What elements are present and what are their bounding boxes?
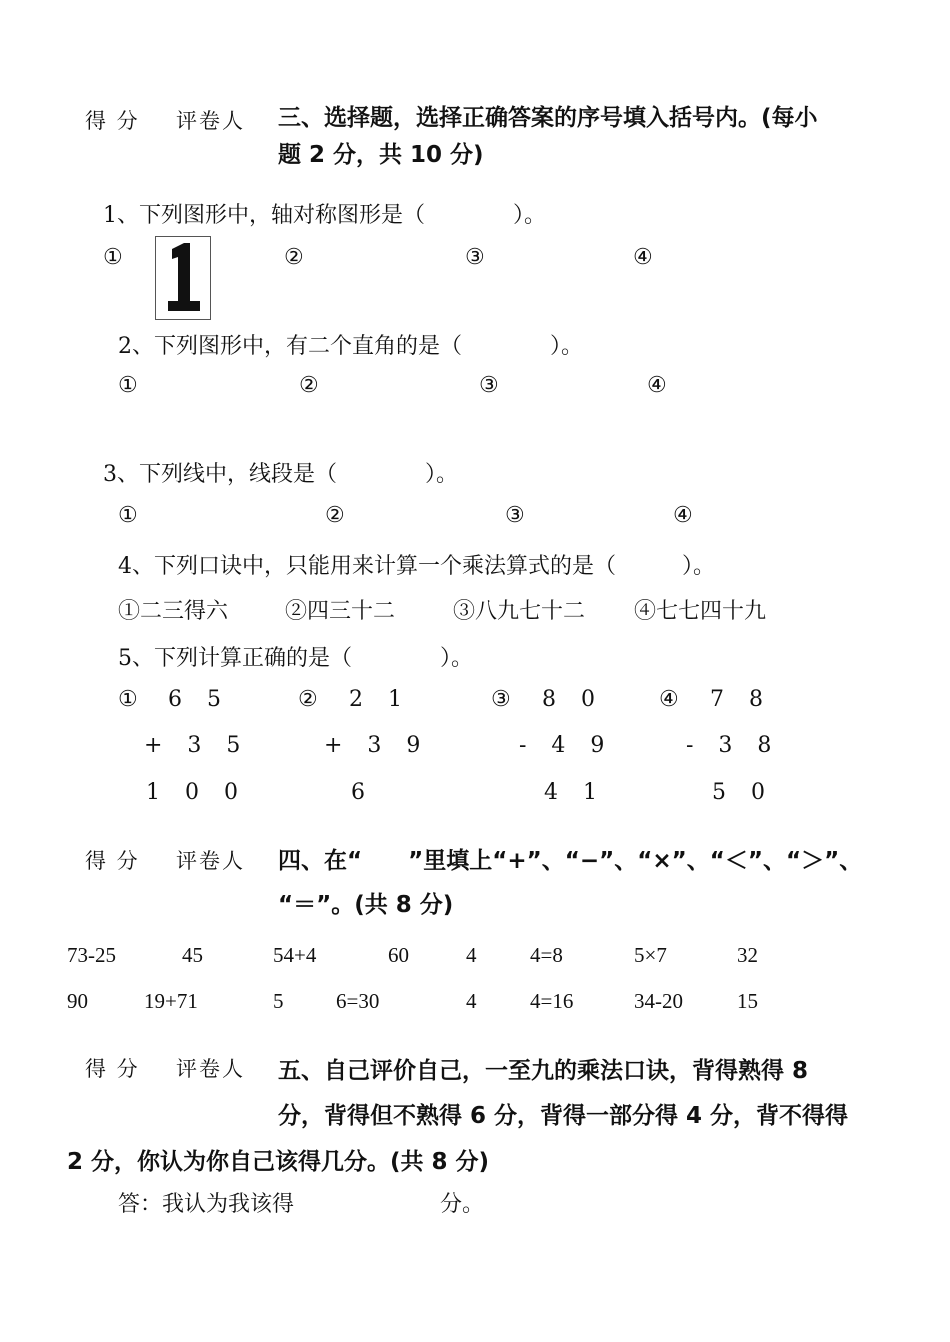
question-4: 4、下列口诀中，只能用来计算一个乘法算式的是（ ）。 (118, 554, 715, 579)
q4-option-4: ④七七四十九 (634, 599, 767, 624)
fill-row-2-item: 5 (273, 989, 284, 1013)
answer-suffix: 分。 (440, 1192, 485, 1217)
q5-option-4-result: 5 0 (712, 780, 774, 805)
score-label: 得 分 (85, 849, 140, 873)
q5-option-1-operand: + 3 5 (144, 733, 250, 758)
q3-option-1-marker: ① (118, 503, 138, 528)
score-label: 得 分 (85, 1057, 140, 1081)
question-3: 3、下列线中，线段是（ ）。 (103, 462, 458, 487)
q5-option-2-marker: ② (298, 687, 318, 712)
q5-option-1-marker: ① (118, 687, 138, 712)
section-title-cont: 分，背得但不熟得 6 分，背得一部分得 4 分，背不得得 (278, 1103, 849, 1129)
q2-option-1-marker: ① (118, 373, 138, 398)
section-title: 四、在“ ”里填上“+”、“−”、“×”、“＜”、“＞”、 (278, 848, 863, 874)
q5-option-1-top: 6 5 (168, 687, 230, 712)
q3-option-4-marker: ④ (673, 503, 693, 528)
q5-option-4-top: 7 8 (710, 687, 772, 712)
question-1: 1、下列图形中，轴对称图形是（ ）。 (103, 203, 546, 228)
fill-row-1-item: 4=8 (530, 943, 563, 967)
section-title-cont: 2 分，你认为你自己该得几分。(共 8 分) (67, 1149, 490, 1175)
fill-row-2-item: 6=30 (336, 989, 380, 1013)
q2-option-4-marker: ④ (647, 373, 667, 398)
fill-row-2-item: 34-20 (634, 989, 683, 1013)
q4-option-2: ②四三十二 (285, 599, 396, 624)
question-2: 2、下列图形中，有二个直角的是（ ）。 (118, 334, 583, 359)
fill-row-2-item: 4=16 (530, 989, 574, 1013)
q3-option-3-marker: ③ (505, 503, 525, 528)
q5-option-2-top: 2 1 (349, 687, 411, 712)
section-title-cont: 题 2 分，共 10 分) (278, 142, 484, 168)
fill-row-2-item: 90 (67, 989, 88, 1013)
fill-row-1-item: 5×7 (634, 943, 667, 967)
q2-option-3-marker: ③ (479, 373, 499, 398)
q1-figure-digit-one (155, 236, 211, 320)
q2-option-2-marker: ② (299, 373, 319, 398)
q1-option-1-marker: ① (103, 245, 123, 270)
reviewer-label: 评卷人 (176, 109, 245, 133)
q5-option-3-operand: - 4 9 (519, 733, 614, 758)
fill-row-2-item: 4 (466, 989, 477, 1013)
section-title: 三、选择题，选择正确答案的序号填入括号内。(每小 (278, 105, 818, 131)
q5-option-3-top: 8 0 (542, 687, 604, 712)
q5-option-1-result: 1 0 0 (146, 780, 247, 805)
q4-option-1: ①二三得六 (118, 599, 229, 624)
fill-row-1-item: 73-25 (67, 943, 116, 967)
answer-prefix: 答：我认为我该得 (118, 1192, 295, 1217)
fill-row-1-item: 4 (466, 943, 477, 967)
score-label: 得 分 (85, 109, 140, 133)
q5-option-3-result: 4 1 (544, 780, 606, 805)
fill-row-1-item: 54+4 (273, 943, 317, 967)
fill-row-1-item: 45 (182, 943, 203, 967)
q5-option-4-marker: ④ (659, 687, 679, 712)
q1-option-4-marker: ④ (633, 245, 653, 270)
fill-row-2-item: 19+71 (144, 989, 198, 1013)
fill-row-1-item: 32 (737, 943, 758, 967)
fill-row-2-item: 15 (737, 989, 758, 1013)
q5-option-4-operand: - 3 8 (686, 733, 781, 758)
q5-option-2-operand: + 3 9 (324, 733, 430, 758)
section-title: 五、自己评价自己，一至九的乘法口诀，背得熟得 8 (278, 1058, 809, 1084)
q5-option-2-result: 6 (351, 780, 374, 805)
section-title-cont: “＝”。(共 8 分) (278, 892, 454, 918)
q4-option-3: ③八九七十二 (453, 599, 586, 624)
q5-option-3-marker: ③ (491, 687, 511, 712)
question-5: 5、下列计算正确的是（ ）。 (118, 646, 473, 671)
q1-option-3-marker: ③ (465, 245, 485, 270)
q1-option-2-marker: ② (284, 245, 304, 270)
q3-option-2-marker: ② (325, 503, 345, 528)
reviewer-label: 评卷人 (176, 849, 245, 873)
reviewer-label: 评卷人 (176, 1057, 245, 1081)
fill-row-1-item: 60 (388, 943, 409, 967)
